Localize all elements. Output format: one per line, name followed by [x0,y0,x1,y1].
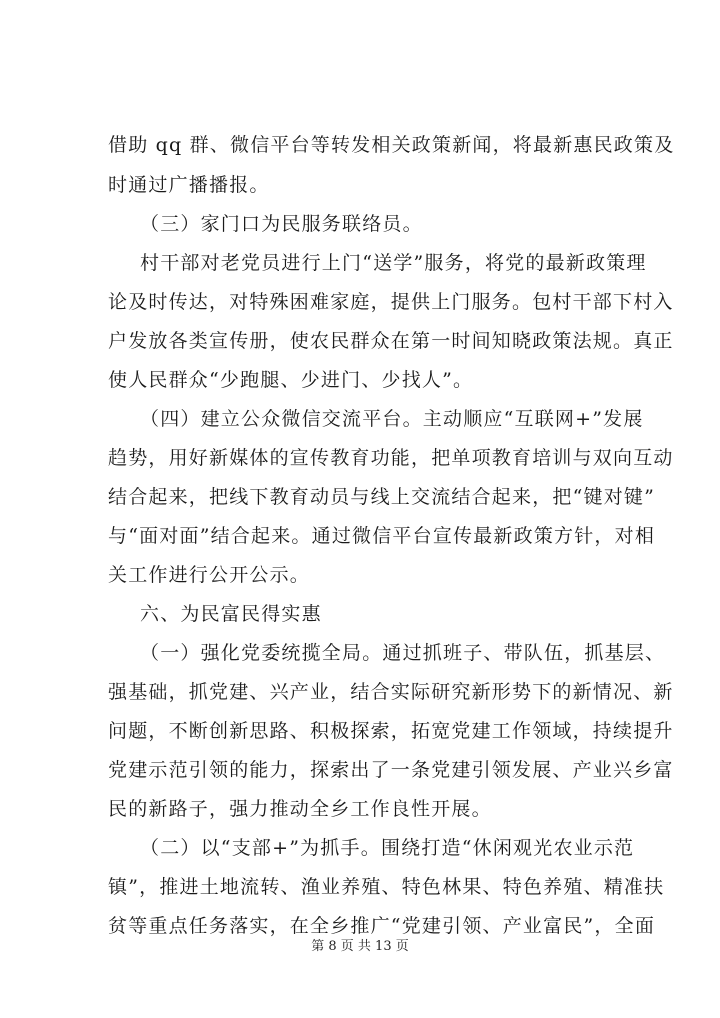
text-line: 民的新路子，强力推动全乡工作良性开展。 [108,798,492,820]
text-line: 论及时传达，对特殊困难家庭，提供上门服务。包村干部下村入 [108,291,674,313]
text-line: 关工作进行公开公示。 [108,564,311,586]
text-line: 使人民群众“少跑腿、少进门、少找人”。 [108,369,474,391]
text-line: 户发放各类宣传册，使农民群众在第一时间知晓政策法规。真正 [108,330,674,352]
section-heading: 六、为民富民得实惠 [140,603,322,625]
text-line: 党建示范引领的能力，探索出了一条党建引领发展、产业兴乡富 [108,759,674,781]
section-heading: （三）家门口为民服务联络员。 [140,213,423,235]
paragraph-first-line: （二）以“支部+”为抓手。围绕打造“休闲观光农业示范 [140,837,635,859]
paragraph-first-line: （一）强化党委统揽全局。通过抓班子、带队伍，抓基层、 [140,642,666,664]
paragraph-first-line: 村干部对老党员进行上门“送学”服务，将党的最新政策理 [140,252,647,274]
text-line: 强基础，抓党建、兴产业，结合实际研究新形势下的新情况、新 [108,681,674,703]
text-line: 趋势，用好新媒体的宣传教育功能，把单项教育培训与双向互动 [108,447,674,469]
text-line: 时通过广播播报。 [108,174,270,196]
text-line: 镇”，推进土地流转、渔业养殖、特色林果、特色养殖、精准扶 [108,876,665,898]
page-number-footer: 第 8 页 共 13 页 [311,939,409,954]
text-line: 贫等重点任务落实，在全乡推广“党建引领、产业富民”，全面 [108,915,656,937]
text-line: 结合起来，把线下教育动员与线上交流结合起来，把“键对键” [108,486,656,508]
paragraph-first-line: （四）建立公众微信交流平台。主动顺应“互联网+”发展 [140,408,644,430]
text-line: 与“面对面”结合起来。通过微信平台宣传最新政策方针，对相 [108,525,656,547]
text-line: 问题，不断创新思路、积极探索，拓宽党建工作领域，持续提升 [108,720,674,742]
text-line: 借助 qq 群、微信平台等转发相关政策新闻，将最新惠民政策及 [108,134,675,156]
